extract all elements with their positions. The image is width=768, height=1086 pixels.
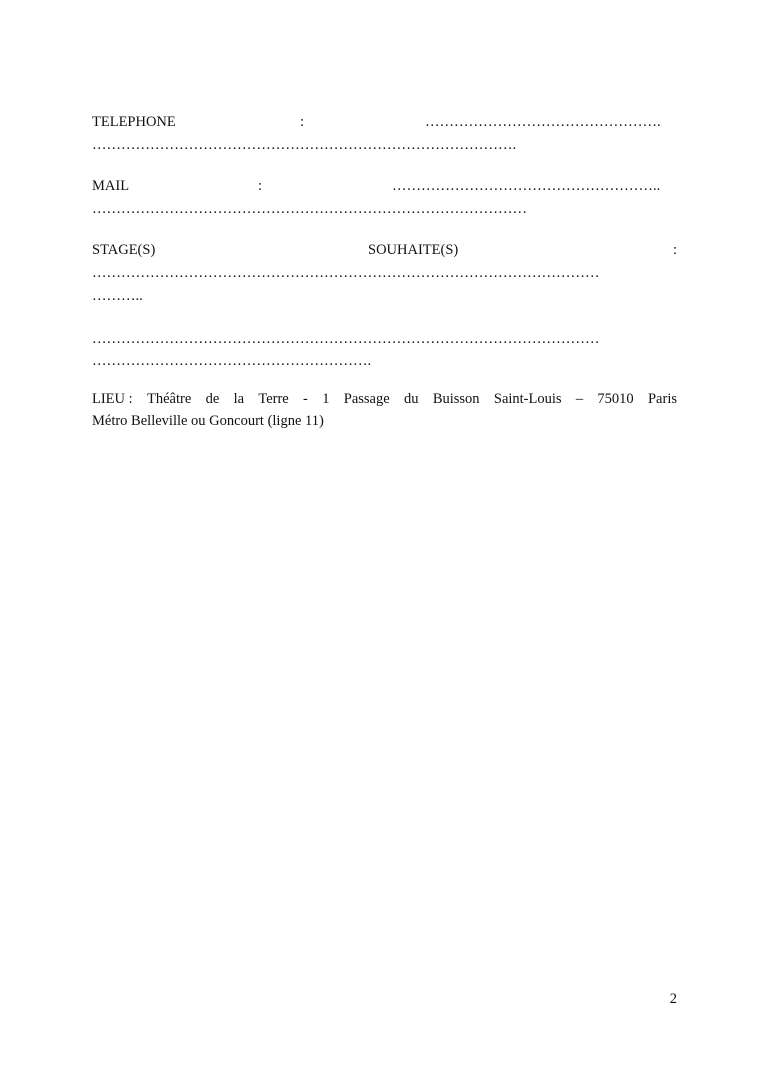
location-word: de [205, 391, 220, 407]
telephone-fill-line-1: …………………………………………. [425, 114, 661, 130]
mail-fill-line-2: ……………………………………………………………………………… [92, 201, 527, 217]
stages-fill-line-2: ……….. [92, 288, 143, 304]
stages-fill-line-4: …………………………………………………. [92, 353, 372, 369]
page-number: 2 [669, 991, 677, 1007]
location-word: Buisson [432, 391, 480, 407]
location-line-1 [92, 390, 677, 408]
stages-fill-line-1: …………………………………………………………………………………………… [92, 265, 600, 281]
location-word: 1 [322, 391, 330, 407]
location-line-2: Métro Belleville ou Goncourt (ligne 11) [92, 413, 324, 429]
stages-wished-label: SOUHAITE(S) [368, 242, 459, 258]
stages-colon: : [673, 242, 678, 258]
location-word: LIEU : [92, 391, 133, 407]
stages-fill-line-3: …………………………………………………………………………………………… [92, 331, 600, 347]
location-word: la [233, 391, 245, 407]
location-word: Paris [647, 391, 677, 407]
mail-label: MAIL [92, 178, 130, 194]
location-word: du [404, 391, 419, 407]
telephone-label: TELEPHONE [92, 114, 176, 130]
location-word: Terre [258, 391, 289, 407]
stages-label: STAGE(S) [92, 242, 156, 258]
location-word: Saint-Louis [493, 391, 562, 407]
location-word: Passage [343, 391, 390, 407]
telephone-fill-line-2: ……………………………………………………………………………. [92, 137, 517, 153]
location-word: – [575, 391, 584, 407]
location-word: - [303, 391, 308, 407]
location-word: Théâtre [146, 391, 192, 407]
mail-colon: : [258, 178, 263, 194]
mail-fill-line-1: ……………………………………………….. [392, 178, 661, 194]
location-word: 75010 [597, 391, 634, 407]
telephone-colon: : [300, 114, 305, 130]
